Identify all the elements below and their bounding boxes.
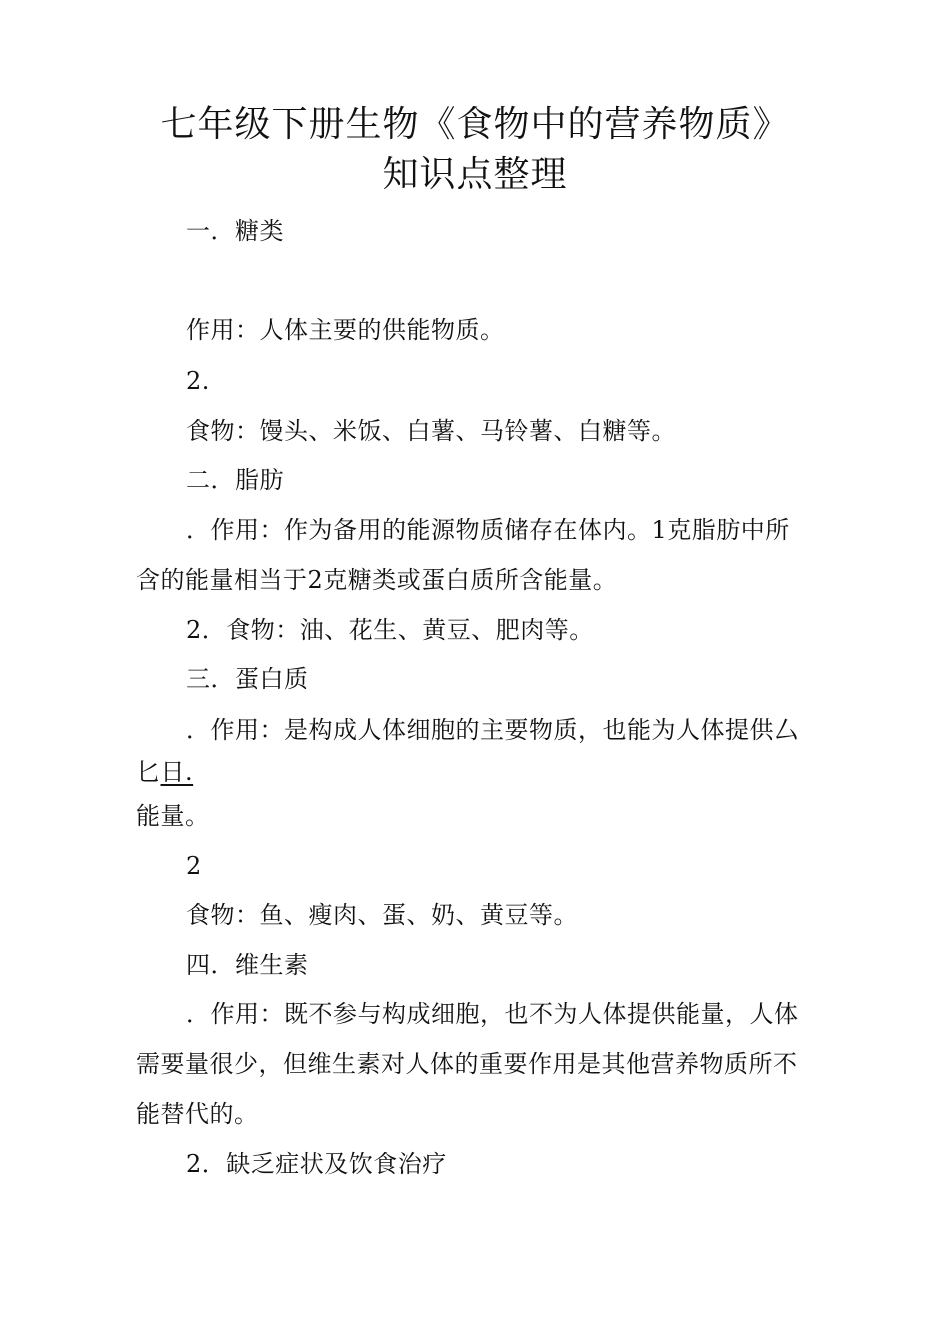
vitamin-deficiency-heading: 2．缺乏症状及饮食治疗 [186, 1150, 447, 1178]
protein-foods-text: 食物：鱼、瘦肉、蛋、奶、黄豆等。 [186, 901, 578, 929]
section-heading-sugar: 一．糖类 [186, 217, 284, 245]
document-subtitle: 知识点整理 [382, 154, 568, 195]
protein-function-fragment: 匕 [136, 758, 161, 786]
vitamin-function-text-line3: 能替代的。 [136, 1100, 259, 1128]
section-heading-fat: 二．脂肪 [186, 466, 284, 494]
document-title: 七年级下册生物《食物中的营养物质》 [160, 104, 790, 145]
protein-function-underlined-fragment: 日. [160, 758, 194, 786]
protein-function-text-line2 [136, 755, 193, 789]
protein-function-text-line1: ．作用：是构成人体细胞的主要物质，也能为人体提供厶 [186, 716, 799, 744]
sugar-foods-text: 食物：馒头、米饭、白薯、马铃薯、白糖等。 [186, 417, 676, 445]
protein-item-number: 2 [186, 852, 202, 880]
sugar-item-number: 2. [186, 367, 210, 395]
section-heading-vitamin: 四．维生素 [186, 951, 309, 979]
section-heading-protein: 三．蛋白质 [186, 665, 309, 693]
fat-function-text-line1: ．作用：作为备用的能源物质储存在体内。1克脂肪中所 [186, 516, 790, 544]
fat-function-text-line2: 含的能量相当于2克糖类或蛋白质所含能量。 [136, 566, 618, 594]
fat-foods-text: 2．食物：油、花生、黄豆、肥肉等。 [186, 616, 594, 644]
vitamin-function-text-line2: 需要量很少，但维生素对人体的重要作用是其他营养物质所不 [136, 1050, 798, 1078]
sugar-function-text: 作用：人体主要的供能物质。 [186, 316, 505, 344]
vitamin-function-text-line1: ．作用：既不参与构成细胞，也不为人体提供能量，人体 [186, 1000, 799, 1028]
protein-function-text-line3: 能量。 [136, 802, 210, 830]
